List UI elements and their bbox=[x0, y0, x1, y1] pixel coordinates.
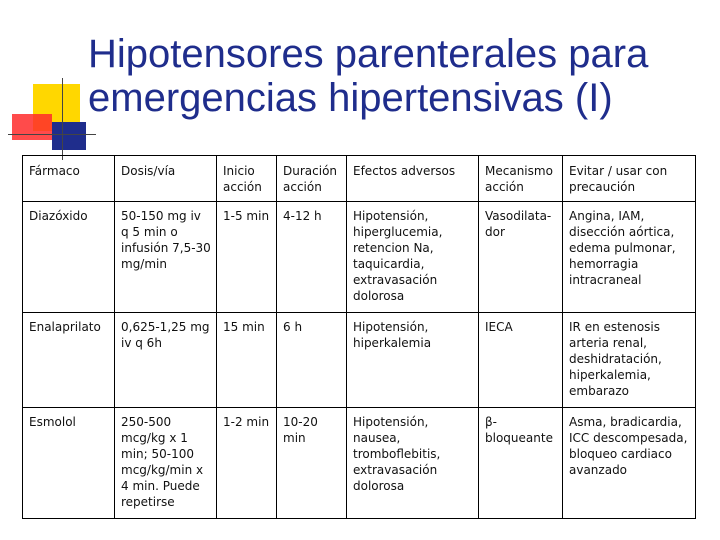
cell-inicio: 1-2 min bbox=[217, 408, 277, 519]
header-farmaco: Fármaco bbox=[23, 156, 115, 202]
cell-dosis: 250-500 mcg/kg x 1 min; 50-100 mcg/kg/min x 4 min. Puede repetirse bbox=[115, 408, 217, 519]
decor-vertical-line bbox=[62, 78, 63, 160]
cell-evitar: Angina, IAM, disección aórtica, edema pulmonar, hemorragia intracraneal bbox=[563, 202, 696, 313]
header-mecanismo: Mecanismo acción bbox=[479, 156, 563, 202]
table-row bbox=[23, 408, 696, 519]
cell-mecanismo: IECA bbox=[479, 313, 563, 408]
cell-inicio: 15 min bbox=[217, 313, 277, 408]
cell-inicio: 1-5 min bbox=[217, 202, 277, 313]
slide-title bbox=[88, 32, 708, 120]
drug-table bbox=[22, 155, 696, 519]
cell-dosis: 50-150 mg iv q 5 min o infusión 7,5-30 mg/min bbox=[115, 202, 217, 313]
cell-duracion: 4-12 h bbox=[277, 202, 347, 313]
cell-duracion: 10-20 min bbox=[277, 408, 347, 519]
cell-mecanismo: β-bloqueante bbox=[479, 408, 563, 519]
header-duracion: Duración acción bbox=[277, 156, 347, 202]
header-evitar: Evitar / usar con precaución bbox=[563, 156, 696, 202]
table-header-row bbox=[23, 156, 696, 202]
cell-evitar: Asma, bradicardia, ICC descompesada, bloqueo cardiaco avanzado bbox=[563, 408, 696, 519]
header-inicio: Inicio acción bbox=[217, 156, 277, 202]
decor-red-square bbox=[12, 114, 52, 140]
cell-mecanismo: Vasodilata-dor bbox=[479, 202, 563, 313]
table-row bbox=[23, 202, 696, 313]
cell-efectos: Hipotensión, nausea, tromboflebitis, extravasación dolorosa bbox=[347, 408, 479, 519]
slide-title-line-1: Hipotensores parenterales para bbox=[88, 32, 649, 76]
cell-efectos: Hipotensión, hiperkalemia bbox=[347, 313, 479, 408]
cell-farmaco: Diazóxido bbox=[23, 202, 115, 313]
cell-efectos: Hipotensión, hiperglucemia, retencion Na, taquicardia, extravasación dolorosa bbox=[347, 202, 479, 313]
cell-farmaco: Esmolol bbox=[23, 408, 115, 519]
cell-farmaco: Enalaprilato bbox=[23, 313, 115, 408]
cell-dosis: 0,625-1,25 mg iv q 6h bbox=[115, 313, 217, 408]
header-efectos: Efectos adversos bbox=[347, 156, 479, 202]
slide-title-line-2: emergencias hipertensivas (I) bbox=[88, 76, 613, 120]
decor-horizontal-line bbox=[8, 134, 96, 135]
cell-evitar: IR en estenosis arteria renal, deshidratación, hiperkalemia, embarazo bbox=[563, 313, 696, 408]
table-row bbox=[23, 313, 696, 408]
decor-blue-square bbox=[52, 122, 86, 150]
cell-duracion: 6 h bbox=[277, 313, 347, 408]
header-dosis: Dosis/vía bbox=[115, 156, 217, 202]
